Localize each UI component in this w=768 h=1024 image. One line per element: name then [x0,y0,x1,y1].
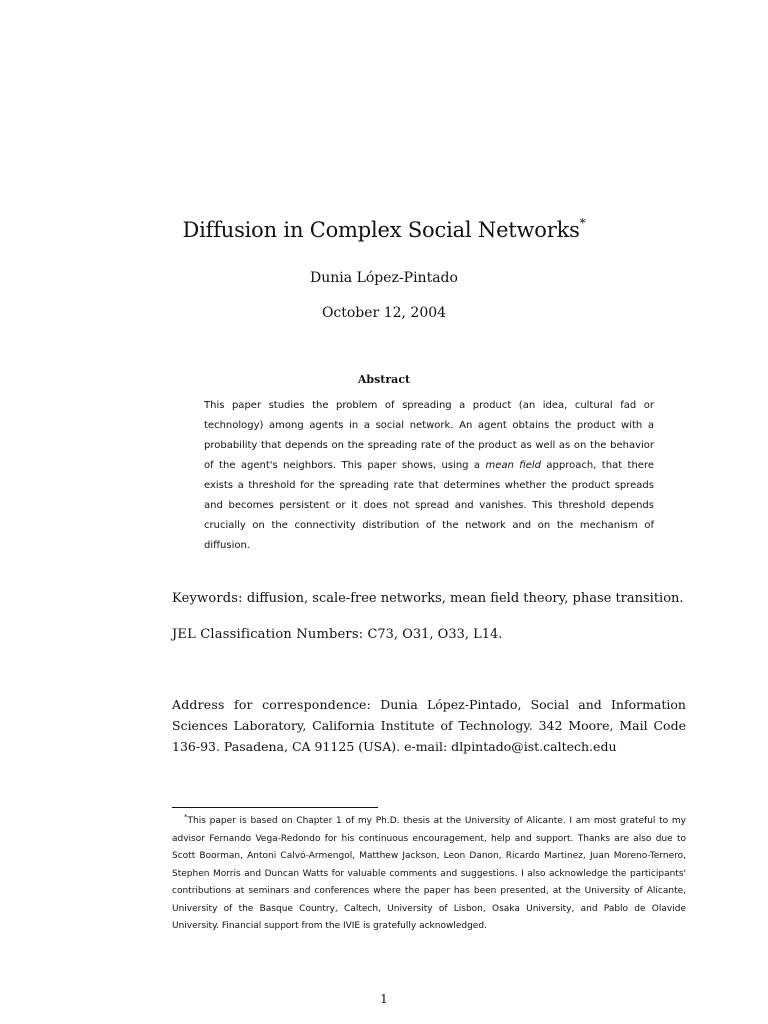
author-name: Dunia López-Pintado [310,270,458,286]
keywords-line [172,589,692,609]
footnote-mark: * [184,813,188,821]
abstract-body [204,396,654,556]
address-label: Address for correspondence: [172,697,372,712]
publication-date: October 12, 2004 [321,305,447,321]
jel-classification-line [172,625,692,645]
jel-text: C73, O31, O33, L14. [367,627,503,642]
footnote [172,809,686,936]
abstract-text-part2: approach, that there exists a threshold for the spreading rate that determines whether the product spreads and becomes persistent or it does not spread and vanishes. This threshold depends crucially on the connectivity distribution of the network and on the mechanism of diffusion. [204,460,654,551]
keywords-label: Keywords: [172,591,243,606]
abstract-heading: Abstract [357,373,411,386]
footnote-text: This paper is based on Chapter 1 of my Ph.D. thesis at the University of Alicante. I am most grateful to my advisor Fernando Vega-Redondo for his continuous encouragement, help and support. Thanks are also due to Scott Boorman, Antoni Calvó-Armengol, Matthew Jackson, Leon Danon, Ricardo Martinez, Juan Moreno-Ternero, Stephen Morris and Duncan Watts for valuable comments and suggestions. I also acknowledge the participants' contributions at seminars and conferences where the paper has been presented, at the University of Alicante, University of the Basque Country, Caltech, University of Lisbon, Osaka University, and Pablo de Olavide University. Financial support from the IVIE is gratefully acknowledged. [172,816,686,931]
footnote-divider [172,807,378,808]
jel-label: JEL Classification Numbers: [172,627,364,642]
page-number: 1 [380,992,388,1006]
paper-title [0,218,768,242]
title-footnote-mark: * [579,216,586,230]
paper-title-text: Diffusion in Complex Social Networks [182,218,580,242]
abstract-text-part1: This paper studies the problem of spreading a product (an idea, cultural fad or technology) among agents in a social network. An agent obtains the product with a probability that depends on the spreading rate of the product as well as on the behavior of the agent's neighbors. This paper shows, using a [204,400,654,471]
correspondence-address [172,694,686,757]
abstract-italic-term: mean field [485,460,541,471]
keywords-text: diffusion, scale-free networks, mean field theory, phase transition. [246,591,684,606]
address-text: Dunia López-Pintado, Social and Information Sciences Laboratory, California Institute of Technology. 342 Moore, Mail Code 136-93. Pasadena, CA 91125 (USA). e-mail: dlpintado@ist.caltech.edu [172,697,686,754]
